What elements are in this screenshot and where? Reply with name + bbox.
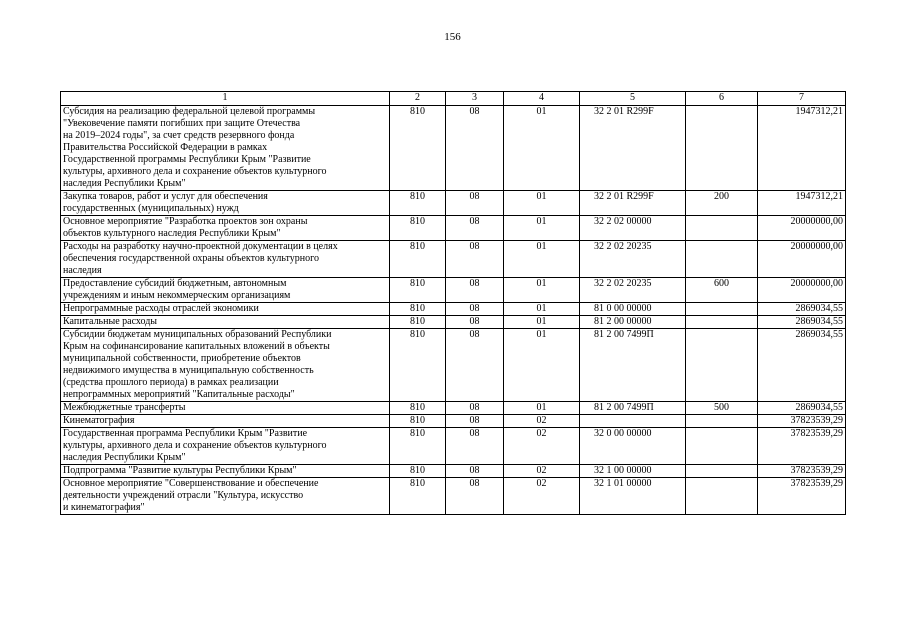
column-number-row [61,92,846,106]
amount-cell: 37823539,29 [758,428,846,465]
table-row [61,428,846,465]
section-code-cell: 08 [446,216,504,241]
section-code-cell: 08 [446,428,504,465]
row-name-cell: Закупка товаров, работ и услуг для обеспечения государственных (муниципальных) нужд [61,191,390,216]
row-name-cell: Государственная программа Республики Крым "Развитие культуры, архивного дела и сохранение объектов культурного наследия Республики Крым" [61,428,390,465]
ved-code-cell: 810 [390,465,446,478]
amount-cell: 37823539,29 [758,478,846,515]
expense-type-cell: 200 [686,191,758,216]
target-article-cell: 32 1 00 00000 [580,465,686,478]
amount-cell: 37823539,29 [758,415,846,428]
expense-type-cell [686,241,758,278]
table-row [61,329,846,402]
target-article-cell: 32 2 02 20235 [580,278,686,303]
page-number: 156 [444,31,461,43]
budget-table [60,91,846,515]
column-header: 4 [504,92,580,106]
row-name-cell: Основное мероприятие "Разработка проектов зон охраны объектов культурного наследия Республики Крым" [61,216,390,241]
expense-type-cell [686,478,758,515]
target-article-cell: 32 0 00 00000 [580,428,686,465]
amount-cell: 2869034,55 [758,329,846,402]
table-row [61,415,846,428]
subsection-code-cell: 02 [504,415,580,428]
ved-code-cell: 810 [390,428,446,465]
ved-code-cell: 810 [390,329,446,402]
expense-type-cell [686,329,758,402]
target-article-cell: 32 1 01 00000 [580,478,686,515]
ved-code-cell: 810 [390,303,446,316]
expense-type-cell [686,216,758,241]
row-name-cell: Субсидия на реализацию федеральной целевой программы "Увековечение памяти погибших при защите Отечества на 2019–2024 годы", за счет средств резервного фонда Правительства Российской Федерации в рамках Государственной программы Республики Крым "Развитие культуры, архивного дела и сохранение объектов культурного наследия Республики Крым" [61,106,390,191]
ved-code-cell: 810 [390,402,446,415]
row-name-cell: Капитальные расходы [61,316,390,329]
amount-cell: 20000000,00 [758,278,846,303]
row-name-cell: Основное мероприятие "Совершенствование и обеспечение деятельности учреждений отрасли "Культура, искусство и кинематография" [61,478,390,515]
column-header: 1 [61,92,390,106]
column-header: 3 [446,92,504,106]
section-code-cell: 08 [446,278,504,303]
subsection-code-cell: 01 [504,303,580,316]
expense-type-cell [686,303,758,316]
table-row [61,478,846,515]
amount-cell: 37823539,29 [758,465,846,478]
section-code-cell: 08 [446,402,504,415]
row-name-cell: Межбюджетные трансферты [61,402,390,415]
expense-type-cell: 600 [686,278,758,303]
column-header: 6 [686,92,758,106]
ved-code-cell: 810 [390,241,446,278]
subsection-code-cell: 02 [504,465,580,478]
row-name-cell: Расходы на разработку научно-проектной документации в целях обеспечения государственной охраны объектов культурного наследия [61,241,390,278]
target-article-cell [580,415,686,428]
table-row [61,465,846,478]
ved-code-cell: 810 [390,415,446,428]
table-row [61,191,846,216]
subsection-code-cell: 01 [504,329,580,402]
ved-code-cell: 810 [390,316,446,329]
target-article-cell: 32 2 02 20235 [580,241,686,278]
expense-type-cell [686,316,758,329]
amount-cell: 1947312,21 [758,106,846,191]
subsection-code-cell: 01 [504,241,580,278]
amount-cell: 2869034,55 [758,316,846,329]
subsection-code-cell: 01 [504,278,580,303]
section-code-cell: 08 [446,106,504,191]
ved-code-cell: 810 [390,216,446,241]
target-article-cell: 81 0 00 00000 [580,303,686,316]
amount-cell: 2869034,55 [758,402,846,415]
expense-type-cell [686,465,758,478]
expense-type-cell [686,428,758,465]
section-code-cell: 08 [446,329,504,402]
target-article-cell: 81 2 00 7499П [580,329,686,402]
table-row [61,106,846,191]
ved-code-cell: 810 [390,278,446,303]
section-code-cell: 08 [446,191,504,216]
table-row [61,402,846,415]
ved-code-cell: 810 [390,106,446,191]
table-row [61,216,846,241]
section-code-cell: 08 [446,478,504,515]
subsection-code-cell: 02 [504,478,580,515]
section-code-cell: 08 [446,241,504,278]
section-code-cell: 08 [446,303,504,316]
target-article-cell: 32 2 01 R299F [580,106,686,191]
row-name-cell: Непрограммные расходы отраслей экономики [61,303,390,316]
amount-cell: 20000000,00 [758,241,846,278]
subsection-code-cell: 01 [504,216,580,241]
expense-type-cell [686,415,758,428]
target-article-cell: 81 2 00 7499П [580,402,686,415]
expense-type-cell [686,106,758,191]
subsection-code-cell: 01 [504,316,580,329]
column-header: 2 [390,92,446,106]
row-name-cell: Субсидии бюджетам муниципальных образований Республики Крым на софинансирование капитальных вложений в объекты муниципальной собственности, приобретение объектов недвижимого имущества в муниципальную собственность (средства прошлого периода) в рамках реализации непрограммных мероприятий "Капитальные расходы" [61,329,390,402]
target-article-cell: 32 2 01 R299F [580,191,686,216]
row-name-cell: Кинематография [61,415,390,428]
section-code-cell: 08 [446,415,504,428]
row-name-cell: Предоставление субсидий бюджетным, автономным учреждениям и иным некоммерческим организациям [61,278,390,303]
ved-code-cell: 810 [390,191,446,216]
subsection-code-cell: 01 [504,191,580,216]
target-article-cell: 81 2 00 00000 [580,316,686,329]
table-row [61,278,846,303]
section-code-cell: 08 [446,465,504,478]
subsection-code-cell: 01 [504,106,580,191]
amount-cell: 1947312,21 [758,191,846,216]
table-row [61,241,846,278]
table-row [61,316,846,329]
amount-cell: 2869034,55 [758,303,846,316]
row-name-cell: Подпрограмма "Развитие культуры Республики Крым" [61,465,390,478]
table-row [61,303,846,316]
target-article-cell: 32 2 02 00000 [580,216,686,241]
subsection-code-cell: 02 [504,428,580,465]
column-header: 5 [580,92,686,106]
amount-cell: 20000000,00 [758,216,846,241]
column-header: 7 [758,92,846,106]
expense-type-cell: 500 [686,402,758,415]
section-code-cell: 08 [446,316,504,329]
ved-code-cell: 810 [390,478,446,515]
subsection-code-cell: 01 [504,402,580,415]
